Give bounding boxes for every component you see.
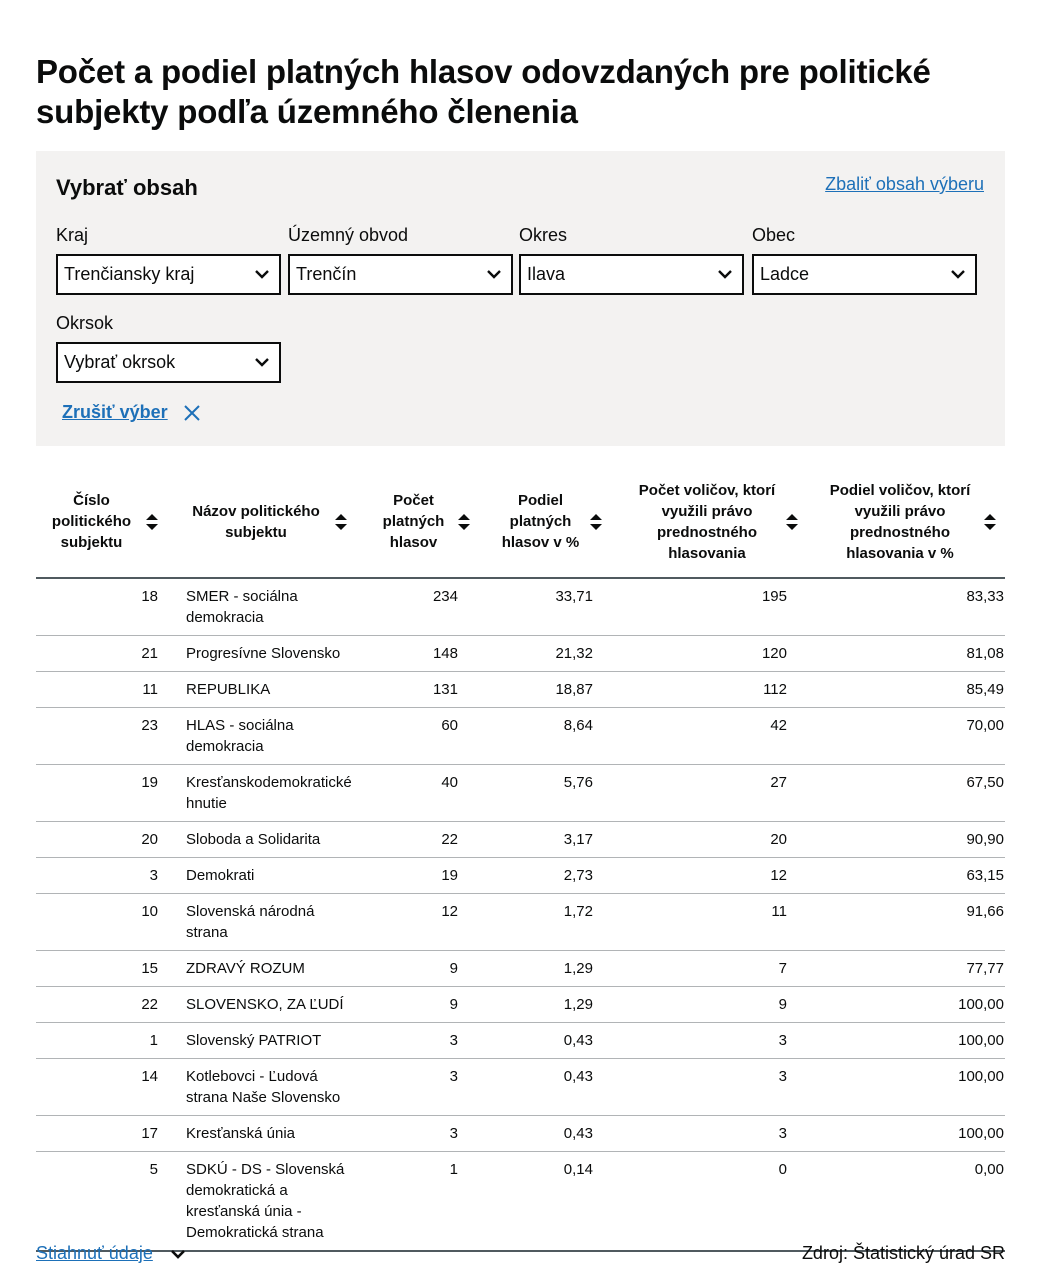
uzemny-obvod-select-value: Trenčín [296,264,357,284]
cell-subject-name: Progresívne Slovensko [169,636,365,672]
filter-title: Vybrať obsah [56,175,198,200]
cell-subject-name: SLOVENSKO, ZA ĽUDÍ [169,987,365,1023]
cell-subject-name: Sloboda a Solidarita [169,822,365,858]
chevron-down-icon [253,262,271,286]
cell-subject-number: 5 [36,1152,169,1252]
field-label-kraj: Kraj [56,225,89,245]
cell-subject-name: Kresťanská únia [169,1116,365,1152]
cell-valid-votes: 3 [365,1023,484,1059]
cell-subject-name: REPUBLIKA [169,672,365,708]
cell-preferential-voters-share: 83,33 [817,578,1005,636]
page-title: Počet a podiel platných hlasov odovzdaných pre politické subjekty podľa územného členenia [36,53,931,130]
column-header-label: Počet platných hlasov [382,492,445,551]
cell-preferential-voters-share: 67,50 [817,765,1005,822]
table-row [36,708,1005,765]
table-row [36,894,1005,951]
cell-preferential-voters: 12 [619,858,817,894]
chevron-down-icon [716,262,734,286]
cell-preferential-voters: 0 [619,1152,817,1252]
kraj-select[interactable] [56,254,281,295]
cell-valid-votes: 3 [365,1116,484,1152]
cell-preferential-voters: 11 [619,894,817,951]
filter-panel [36,151,1005,446]
cell-valid-votes-share: 0,43 [484,1116,619,1152]
sort-icon[interactable] [589,513,603,531]
table-row [36,636,1005,672]
column-header[interactable] [484,466,619,578]
table-row [36,987,1005,1023]
cell-valid-votes-share: 1,72 [484,894,619,951]
cell-valid-votes-share: 21,32 [484,636,619,672]
cell-valid-votes-share: 1,29 [484,987,619,1023]
field-uzemny-obvod [288,224,513,295]
cell-valid-votes: 131 [365,672,484,708]
uzemny-obvod-select[interactable] [288,254,513,295]
cell-valid-votes-share: 8,64 [484,708,619,765]
cell-subject-number: 1 [36,1023,169,1059]
cell-preferential-voters: 120 [619,636,817,672]
cell-preferential-voters-share: 100,00 [817,987,1005,1023]
field-okres [519,224,744,295]
column-header[interactable] [619,466,817,578]
cell-preferential-voters-share: 63,15 [817,858,1005,894]
cell-subject-number: 21 [36,636,169,672]
cell-valid-votes: 9 [365,951,484,987]
data-source: Zdroj: Štatistický úrad SR [801,1243,1005,1263]
okres-select-value: Ilava [527,264,566,284]
table-row [36,1152,1005,1252]
cell-preferential-voters-share: 85,49 [817,672,1005,708]
cell-preferential-voters: 42 [619,708,817,765]
chevron-down-icon [485,262,503,286]
cell-valid-votes: 9 [365,987,484,1023]
collapse-filter-link[interactable]: Zbaliť obsah výberu [825,174,984,194]
cell-valid-votes: 148 [365,636,484,672]
cell-valid-votes-share: 0,14 [484,1152,619,1252]
cell-preferential-voters: 3 [619,1059,817,1116]
cell-preferential-voters: 112 [619,672,817,708]
cell-preferential-voters: 20 [619,822,817,858]
sort-icon[interactable] [145,513,159,531]
cell-valid-votes: 60 [365,708,484,765]
sort-icon[interactable] [334,513,348,531]
download-data-link[interactable]: Stiahnuť údaje [36,1243,153,1263]
cell-subject-name: Slovenská národná strana [169,894,365,951]
table-row [36,672,1005,708]
cell-subject-number: 10 [36,894,169,951]
column-header-label: Počet voličov, ktorí využili právo prednostného hlasovania [638,481,776,562]
cell-subject-name: HLAS - sociálna demokracia [169,708,365,765]
cell-valid-votes-share: 3,17 [484,822,619,858]
table-row [36,858,1005,894]
field-label-okres: Okres [519,225,568,245]
table-row [36,578,1005,636]
cell-preferential-voters: 27 [619,765,817,822]
cell-subject-number: 11 [36,672,169,708]
cell-subject-name: Kresťanskodemokratické hnutie [169,765,365,822]
cell-valid-votes-share: 1,29 [484,951,619,987]
table-row [36,1023,1005,1059]
cell-preferential-voters: 195 [619,578,817,636]
cell-subject-number: 18 [36,578,169,636]
column-header-label: Číslo politického subjektu [51,492,132,551]
cell-subject-number: 20 [36,822,169,858]
cell-valid-votes: 40 [365,765,484,822]
cell-preferential-voters-share: 100,00 [817,1023,1005,1059]
okres-select[interactable] [519,254,744,295]
column-header[interactable] [36,466,169,578]
table-row [36,951,1005,987]
cell-preferential-voters: 9 [619,987,817,1023]
cell-subject-name: SDKÚ - DS - Slovenská demokratická a kresťanská únia - Demokratická strana [169,1152,365,1252]
cell-preferential-voters-share: 81,08 [817,636,1005,672]
table-row [36,765,1005,822]
cell-valid-votes: 234 [365,578,484,636]
field-label-okrsok: Okrsok [56,313,114,333]
cell-valid-votes: 19 [365,858,484,894]
cell-preferential-voters-share: 90,90 [817,822,1005,858]
cell-subject-number: 23 [36,708,169,765]
field-kraj [56,224,281,295]
results-table [36,466,1005,1252]
column-header[interactable] [365,466,484,578]
column-header[interactable] [817,466,1005,578]
cell-subject-name: SMER - sociálna demokracia [169,578,365,636]
table-row [36,1059,1005,1116]
cell-preferential-voters: 3 [619,1023,817,1059]
sort-icon[interactable] [983,513,997,531]
field-okrsok [56,312,281,383]
cell-subject-number: 14 [36,1059,169,1116]
table-row [36,822,1005,858]
column-header-label: Názov politického subjektu [192,502,320,541]
sort-icon[interactable] [457,513,471,531]
cell-preferential-voters-share: 100,00 [817,1059,1005,1116]
cell-valid-votes-share: 18,87 [484,672,619,708]
column-header-label: Podiel platných hlasov v % [501,492,580,551]
obec-select[interactable] [752,254,977,295]
cell-subject-name: ZDRAVÝ ROZUM [169,951,365,987]
cell-valid-votes-share: 0,43 [484,1023,619,1059]
field-obec [752,224,977,295]
cell-preferential-voters-share: 0,00 [817,1152,1005,1252]
close-icon[interactable] [183,404,201,422]
okrsok-select-value: Vybrať okrsok [64,352,176,372]
column-header-label: Podiel voličov, ktorí využili právo prednostného hlasovania v % [829,481,971,562]
table-row [36,1116,1005,1152]
field-label-uzemny-obvod: Územný obvod [288,225,409,245]
cell-subject-name: Kotlebovci - Ľudová strana Naše Slovensko [169,1059,365,1116]
cell-valid-votes-share: 5,76 [484,765,619,822]
chevron-down-icon[interactable] [170,1248,186,1262]
kraj-select-value: Trenčiansky kraj [64,264,195,284]
column-header[interactable] [169,466,365,578]
clear-selection-link[interactable]: Zrušiť výber [62,402,168,422]
cell-subject-number: 15 [36,951,169,987]
cell-valid-votes: 3 [365,1059,484,1116]
field-label-obec: Obec [752,225,796,245]
cell-subject-number: 17 [36,1116,169,1152]
cell-subject-name: Demokrati [169,858,365,894]
cell-preferential-voters-share: 100,00 [817,1116,1005,1152]
cell-preferential-voters: 3 [619,1116,817,1152]
cell-preferential-voters: 7 [619,951,817,987]
cell-subject-number: 22 [36,987,169,1023]
chevron-down-icon [253,350,271,374]
cell-subject-number: 19 [36,765,169,822]
chevron-down-icon [949,262,967,286]
sort-icon[interactable] [785,513,799,531]
cell-preferential-voters-share: 70,00 [817,708,1005,765]
cell-valid-votes-share: 33,71 [484,578,619,636]
table-header-row [36,466,1005,578]
cell-preferential-voters-share: 91,66 [817,894,1005,951]
cell-valid-votes-share: 2,73 [484,858,619,894]
results-body [36,578,1005,1251]
cell-subject-number: 3 [36,858,169,894]
okrsok-select[interactable] [56,342,281,383]
cell-valid-votes: 22 [365,822,484,858]
cell-preferential-voters-share: 77,77 [817,951,1005,987]
cell-valid-votes-share: 0,43 [484,1059,619,1116]
obec-select-value: Ladce [760,264,810,284]
cell-valid-votes: 12 [365,894,484,951]
cell-valid-votes: 1 [365,1152,484,1252]
cell-subject-name: Slovenský PATRIOT [169,1023,365,1059]
